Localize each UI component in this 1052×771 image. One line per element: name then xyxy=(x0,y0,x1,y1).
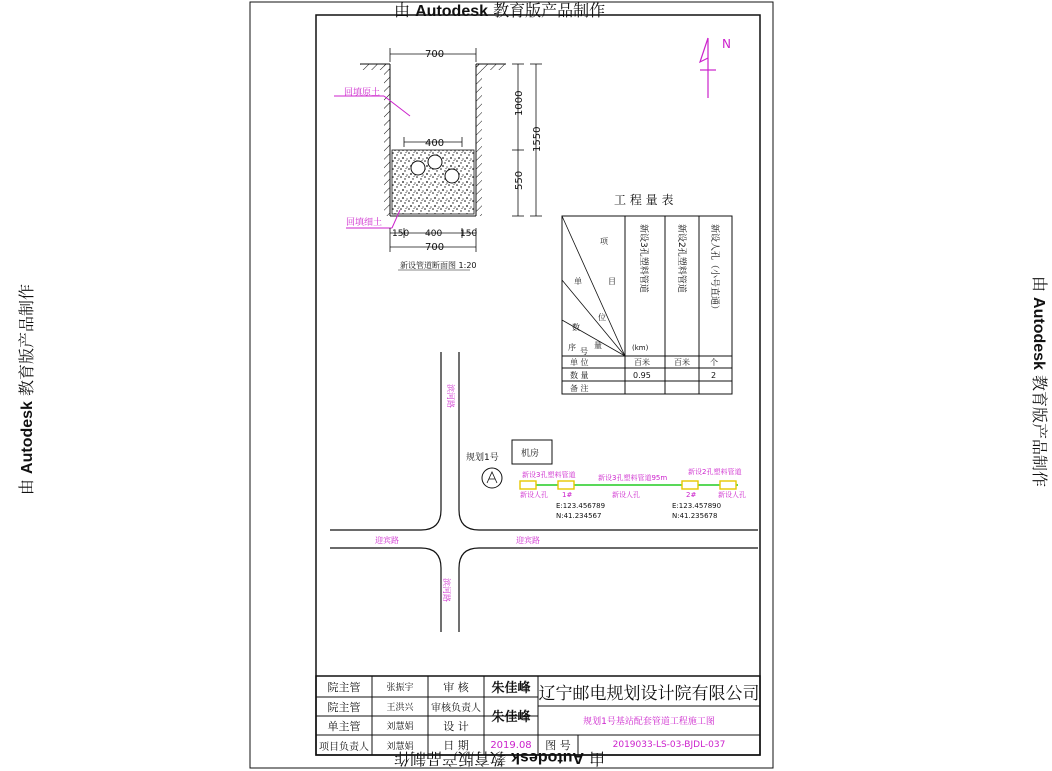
road-label-v-bottom: 滨河路 xyxy=(442,578,451,602)
unit-3: 个 xyxy=(710,358,718,367)
diag-label-1: 项 xyxy=(600,237,608,246)
pipe-route xyxy=(520,481,738,489)
tb-r4c2: 刘慧娟 xyxy=(386,741,414,752)
equipment-room-label: 机房 xyxy=(521,449,540,459)
label-backfill-bottom: 回填细土 xyxy=(346,218,383,228)
diag-label-8: 号 xyxy=(580,347,588,356)
tb-r1c4: 朱佳峰 xyxy=(491,681,531,696)
road-label-v-top: 滨河路 xyxy=(446,384,455,408)
manhole-4-icon xyxy=(720,481,736,489)
qty-1: 0.95 xyxy=(633,371,651,380)
tb-r3c1: 单主管 xyxy=(327,719,361,733)
tb-r3c2: 刘慧娟 xyxy=(386,722,414,732)
unit-1: 百米 xyxy=(634,358,650,367)
tb-r4c3: 日 期 xyxy=(443,739,469,752)
inner-border xyxy=(316,15,760,755)
tb-r3c3: 设 计 xyxy=(443,719,469,733)
diag-label-5: 数 xyxy=(572,323,580,332)
tb-r2c3: 审核负责人 xyxy=(431,703,481,714)
watermark-right: 由 Autodesk 教育版产品制作 xyxy=(1030,275,1050,488)
north-label: N xyxy=(722,37,731,51)
manhole-1-icon xyxy=(520,481,536,489)
manhole-label-3: 2# xyxy=(686,491,697,499)
dim-top: 700 xyxy=(425,49,445,60)
tb-r2c1: 院主管 xyxy=(327,700,361,714)
coord-1b: N:41.234567 xyxy=(556,512,602,520)
manhole-label-4: 新设人孔 xyxy=(718,491,746,499)
manhole-3-icon xyxy=(682,481,698,489)
column-header-2: 新设2孔塑料管道 xyxy=(676,224,686,293)
watermark-bottom: 由 Autodesk 教育版产品制作 xyxy=(394,749,606,768)
dim-bottom-left: 150 xyxy=(392,229,410,239)
diag-label-6: 量 xyxy=(594,341,602,350)
tb-r1c2: 张振宇 xyxy=(386,683,414,693)
qty-3: 2 xyxy=(711,371,717,380)
tb-r4c4: 2019.08 xyxy=(490,739,532,751)
column-header-3: 新设人孔（小号直通） xyxy=(709,224,719,315)
section-caption: 新设管道断面图 1:20 xyxy=(400,261,477,270)
pipe-label-left: 新设3孔塑料管道 xyxy=(522,471,576,479)
diag-label-2: 目 xyxy=(608,277,616,286)
manhole-label-2: 1# xyxy=(562,491,573,499)
dim-bottom-right: 150 xyxy=(460,229,478,239)
row-label-unit: 单 位 xyxy=(570,358,589,367)
tb-r4c1: 项目负责人 xyxy=(319,741,369,753)
tb-r2c2: 王洪兴 xyxy=(386,703,414,713)
tower-label: 规划1号 xyxy=(466,453,499,463)
unit-2: 百米 xyxy=(674,358,690,367)
diag-label-3: 单 xyxy=(574,277,582,286)
coord-1a: E:123.456789 xyxy=(556,502,606,510)
quantity-table-title: 工 程 量 表 xyxy=(614,193,674,207)
manhole-label-mid: 新设人孔 xyxy=(612,491,640,499)
row-label-qty: 数 量 xyxy=(570,371,589,380)
tb-r1c3: 审 核 xyxy=(443,680,469,694)
dim-total: 1550 xyxy=(532,126,543,152)
dim-depth-2: 550 xyxy=(514,170,525,190)
manhole-2-icon xyxy=(558,481,574,489)
drawing-number: 2019033-LS-03-BJDL-037 xyxy=(612,740,726,750)
north-arrow-icon xyxy=(700,38,716,98)
coord-2b: N:41.235678 xyxy=(672,512,718,520)
coord-2a: E:123.457890 xyxy=(672,502,722,510)
pipe-label-mid: 新设3孔塑料管道95m xyxy=(598,474,668,482)
pipe-label-right: 新设2孔塑料管道 xyxy=(688,468,742,476)
drawing-title: 规划1号基站配套管道工程施工图 xyxy=(583,717,715,727)
column-extra: (km) xyxy=(632,344,649,352)
dim-inner: 400 xyxy=(425,138,445,149)
manhole-label-1: 新设人孔 xyxy=(520,491,548,499)
company-name: 辽宁邮电规划设计院有限公司 xyxy=(538,684,760,704)
tb-r1c1: 院主管 xyxy=(327,680,361,694)
watermark-left: 由 Autodesk 教育版产品制作 xyxy=(17,283,37,496)
label-backfill-top: 回填原土 xyxy=(344,88,381,98)
column-header-1: 新设3孔塑料管道 xyxy=(638,224,648,293)
dim-bottom-mid: 400 xyxy=(425,229,443,239)
tb-r3c4: 朱佳峰 xyxy=(491,709,531,725)
watermark-top: 由 Autodesk 教育版产品制作 xyxy=(394,1,606,20)
diag-label-4: 位 xyxy=(598,313,606,322)
dim-bottom-total: 700 xyxy=(425,242,445,253)
diag-label-7: 序 xyxy=(568,343,576,352)
dim-depth-1: 1000 xyxy=(514,90,525,116)
tb-r4c5: 图 号 xyxy=(545,739,571,752)
row-label-note: 备 注 xyxy=(570,384,589,393)
road-label-h-right: 迎宾路 xyxy=(516,536,540,545)
tower-icon xyxy=(482,468,502,488)
paper-frame xyxy=(250,2,773,768)
road-label-h-left: 迎宾路 xyxy=(375,536,399,545)
